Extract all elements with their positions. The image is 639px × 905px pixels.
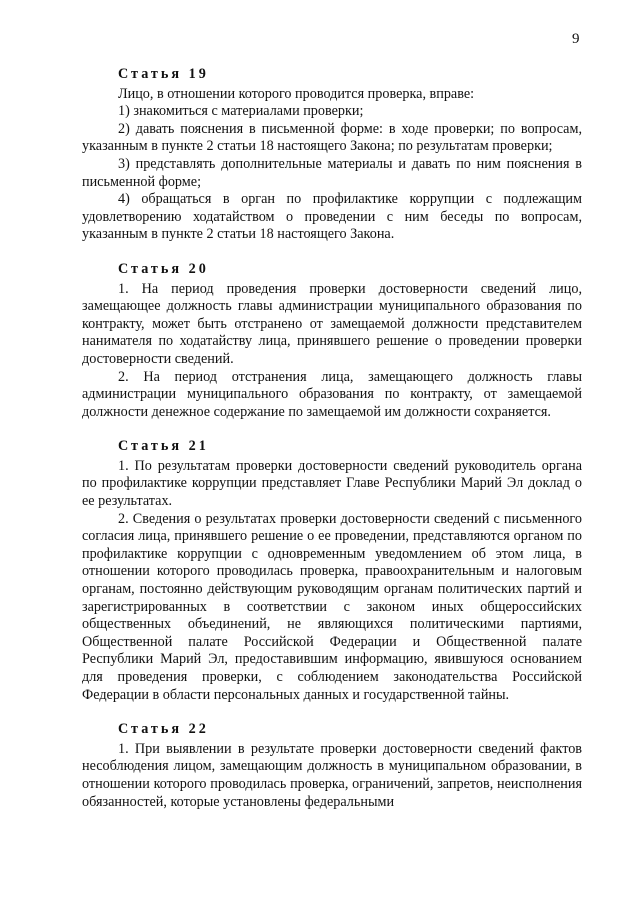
paragraph: 2. На период отстранения лица, замещающего должность главы администрации муниципального образования по контракту, от замещаемой должности денежное содержание по замещаемой им должности сохраняется. <box>82 368 582 420</box>
paragraph: 2) давать пояснения в письменной форме: в ходе проверки; по вопросам, указанным в пункте 2 статьи 18 настоящего Закона; по результатам проверки; <box>82 120 582 155</box>
paragraph: 2. Сведения о результатах проверки достоверности сведений с письменного согласия лица, принявшего решение о ее проведении, представляются органом по профилактике коррупции с одновременным уведомлением об этом лица, в отношении которого проводилась проверка, правоохранительным и налоговым органам, постоянно действующим руководящим органам политических партий и зарегистрированных в соответствии с законом иных общероссийских общественных объединений, не являющихся политическими партиями, Общественной палате Российской Федерации и Общественной палате Республики Марий Эл, предоставившим информацию, явившуюся основанием для проведения проверки, с соблюдением законодательства Российской Федерации в области персональных данных и государственной тайны. <box>82 510 582 703</box>
paragraph: 1) знакомиться с материалами проверки; <box>118 103 364 120</box>
paragraph: 1. При выявлении в результате проверки достоверности сведений фактов несоблюдения лицом, замещающим должность в муниципальном образовании, в отношении которого проводилась проверка, ограничений, запретов, неисполнения обязанностей, которые установлены федеральными <box>82 740 582 810</box>
article-19 <box>82 66 582 244</box>
paragraph: 1. На период проведения проверки достоверности сведений лицо, замещающее должность главы администрации муниципального образования по контракту, может быть отстранено от замещаемой должности представителем нанимателя по ходатайству лица, принявшего решение о проведении проверки достоверности сведений. <box>82 280 582 367</box>
article-20 <box>82 261 582 421</box>
article-heading: Статья 21 <box>118 438 209 455</box>
article-heading: Статья 20 <box>118 260 209 277</box>
article-22 <box>82 721 582 811</box>
article-heading: Статья 22 <box>118 721 209 738</box>
page-number: 9 <box>572 31 580 47</box>
document-body <box>82 66 582 828</box>
article-21 <box>82 438 582 704</box>
paragraph: Лицо, в отношении которого проводится проверка, вправе: <box>118 85 475 102</box>
paragraph: 3) представлять дополнительные материалы и давать по ним пояснения в письменной форме; <box>82 155 582 190</box>
paragraph: 4) обращаться в орган по профилактике коррупции с подлежащим удовлетворению ходатайством о проведении с ним беседы по вопросам, указанным в пункте 2 статьи 18 настоящего Закона. <box>82 191 582 243</box>
paragraph: 1. По результатам проверки достоверности сведений руководитель органа по профилактике коррупции представляет Главе Республики Марий Эл доклад о ее результатах. <box>82 457 582 510</box>
article-heading: Статья 19 <box>118 66 209 82</box>
